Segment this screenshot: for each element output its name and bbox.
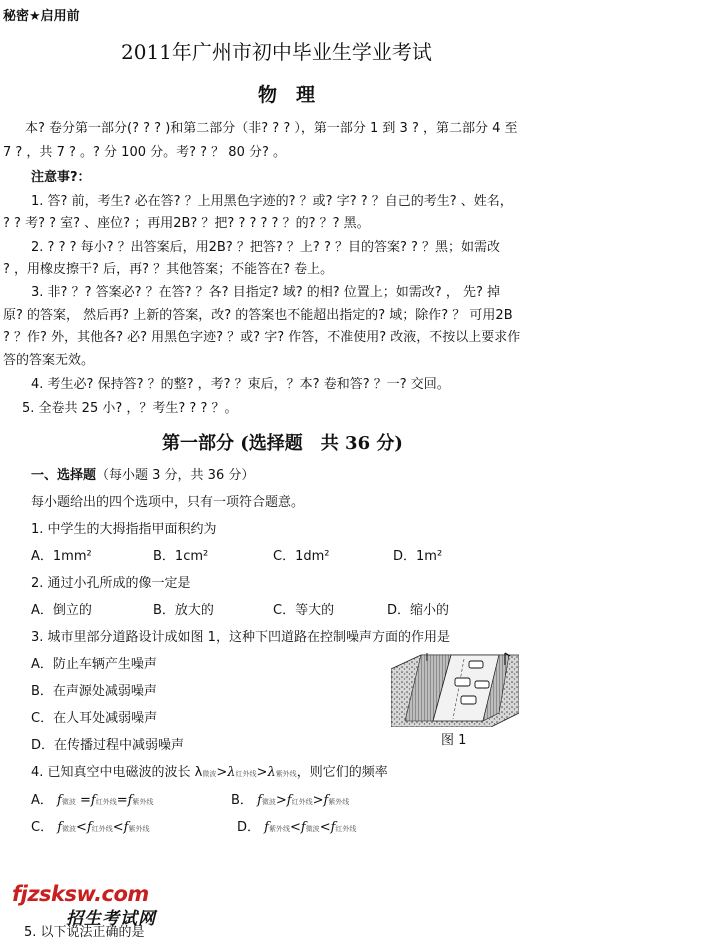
sub-micro: 微波 xyxy=(305,825,320,833)
option-label: D． xyxy=(237,820,261,835)
option-b: B．在声源处减弱噪声 xyxy=(31,684,157,699)
sub-micro: 微波 xyxy=(61,798,76,806)
option-d: D． f紫外线<f微波<f红外线 xyxy=(237,820,357,835)
question-stem: 5. 以下说法正确的是 xyxy=(24,925,145,940)
intro-line-2: 7 ? ，共 7 ? 。? 分 100 分。考? ? ？ 80 分? 。 xyxy=(3,145,287,160)
notice-line: 4. 考生必? 保持答? ？的整? ，考? ？束后，？本? 卷和答? ？一? 交回。 xyxy=(31,377,450,392)
f-symbol: f xyxy=(300,820,306,835)
option-a: A． f微波 =f红外线=f紫外线 xyxy=(31,793,154,808)
intro-line-1: 本? 卷分第一部分(? ? ? )和第二部分（非? ? ? ），第一部分 1 到 3 ? ，第二部分 4 至 xyxy=(25,121,518,136)
f-symbol: f xyxy=(86,820,92,835)
exam-title: 2011年广州市初中毕业生学业考试 xyxy=(121,40,432,64)
q4-stem-prefix: 4. 已知真空中电磁波的波长 λ xyxy=(31,765,203,780)
option-d: D．1m² xyxy=(393,549,443,564)
sub-micro: 微波 xyxy=(62,825,77,833)
sunken-road-figure xyxy=(391,651,519,727)
section-note: （每小题 3 分，共 36 分） xyxy=(96,468,255,483)
sub-micro: 微波 xyxy=(202,770,217,778)
confidential-label: 秘密★启用前 xyxy=(3,9,80,24)
section-instruction: 每小题给出的四个选项中，只有一项符合题意。 xyxy=(31,495,305,510)
notice-line: 原? 的答案， 然后再? 上新的答案，改? 的答案也不能超出指定的? 域；除作? ？ 可用2B xyxy=(3,308,513,323)
option-c: C．1dm² xyxy=(273,549,330,564)
option-c: C．在人耳处减弱噪声 xyxy=(31,711,158,726)
greater-than: > xyxy=(216,765,228,780)
question-stem: 1. 中学生的大拇指指甲面积约为 xyxy=(31,522,217,537)
notice-line: 2. ? ? ? 每小? ？出答案后，用2B? ？把答? ？上? ? ？目的答案? ? ？黑；如需改 xyxy=(31,240,501,255)
f-symbol: f xyxy=(323,793,329,808)
notice-line: ? ？作? 外，其他各? 必? 用黑色字迹? ？或? 字? 作答，不准使用? 改液，不按以上要求作 xyxy=(3,330,521,345)
sub-uv: 紫外线 xyxy=(132,798,154,806)
f-symbol: f xyxy=(286,793,292,808)
sub-ir: 红外线 xyxy=(235,770,257,778)
notice-line: 5. 全卷共 25 小? ，？考生? ? ? ？。 xyxy=(22,401,238,416)
option-label: A． xyxy=(31,793,53,808)
section-header xyxy=(31,464,254,483)
sub-uv: 紫外线 xyxy=(328,798,350,806)
option-a: A．防止车辆产生噪声 xyxy=(31,657,157,672)
notice-line: 3. 非? ？? 答案必? ？在答? ？各? 目指定? 域? 的相? 位置上；如需改? ， 先? 掉 xyxy=(31,285,500,300)
sub-ir: 红外线 xyxy=(291,798,313,806)
option-label: C． xyxy=(31,820,54,835)
question-stem: 2. 通过小孔所成的像一定是 xyxy=(31,576,191,591)
figure-caption: 图 1 xyxy=(441,733,467,748)
sub-ir: 红外线 xyxy=(335,825,357,833)
greater-than: > xyxy=(256,765,268,780)
option-label: B． xyxy=(231,793,253,808)
site-logo-chinese: 招生考试网 xyxy=(66,909,156,929)
f-symbol: f xyxy=(257,793,262,808)
f-symbol: f xyxy=(330,820,336,835)
question-stem: 3. 城市里部分道路设计成如图 1，这种下凹道路在控制噪声方面的作用是 xyxy=(31,630,450,645)
option-d: D．在传播过程中减弱噪声 xyxy=(31,738,185,753)
option-c: C．等大的 xyxy=(273,603,335,618)
f-symbol: f xyxy=(57,793,62,808)
lambda-symbol: λ xyxy=(267,765,276,780)
notice-title: 注意事?： xyxy=(31,170,91,185)
sub-ir: 红外线 xyxy=(91,825,113,833)
q4-stem-suffix: ，则它们的频率 xyxy=(296,765,388,780)
option-c: C． f微波<f红外线<f紫外线 xyxy=(31,820,150,835)
sub-uv: 紫外线 xyxy=(128,825,150,833)
f-symbol: f xyxy=(90,793,96,808)
option-a: A．1mm² xyxy=(31,549,92,564)
option-d: D．缩小的 xyxy=(387,603,450,618)
sub-ir: 红外线 xyxy=(95,798,117,806)
notice-line: 答的答案无效。 xyxy=(3,353,95,368)
sub-micro: 微波 xyxy=(261,798,276,806)
notice-line: ? ? 考? ? 室? 、座位? ；再用2B? ？把? ? ? ? ? ？的? ？? 黑。 xyxy=(3,216,370,231)
option-b: B．放大的 xyxy=(153,603,214,618)
sub-uv: 紫外线 xyxy=(275,770,297,778)
notice-line: ? ，用橡皮擦干? 后，再? ？其他答案；不能答在? 卷上。 xyxy=(3,262,334,277)
notice-line: 1. 答? 前，考生? 必在答? ？上用黑色字迹的? ？或? 字? ? ？自己的考生? 、姓名， xyxy=(31,194,513,209)
part1-heading: 第一部分 (选择题 共 36 分) xyxy=(162,433,403,454)
f-symbol: f xyxy=(57,820,63,835)
option-a: A．倒立的 xyxy=(31,603,92,618)
section-title: 一、选择题 xyxy=(31,468,97,483)
site-logo: fjzsksw.com xyxy=(12,882,149,906)
f-symbol: f xyxy=(264,820,269,835)
option-b: B． f微波>f红外线>f紫外线 xyxy=(231,793,350,808)
f-symbol: f xyxy=(123,820,129,835)
subject-title: 物 理 xyxy=(258,84,316,106)
f-symbol: f xyxy=(127,793,133,808)
question-stem xyxy=(31,761,388,780)
sub-uv: 紫外线 xyxy=(268,825,290,833)
lambda-symbol: λ xyxy=(227,765,236,780)
option-b: B．1cm² xyxy=(153,549,209,564)
